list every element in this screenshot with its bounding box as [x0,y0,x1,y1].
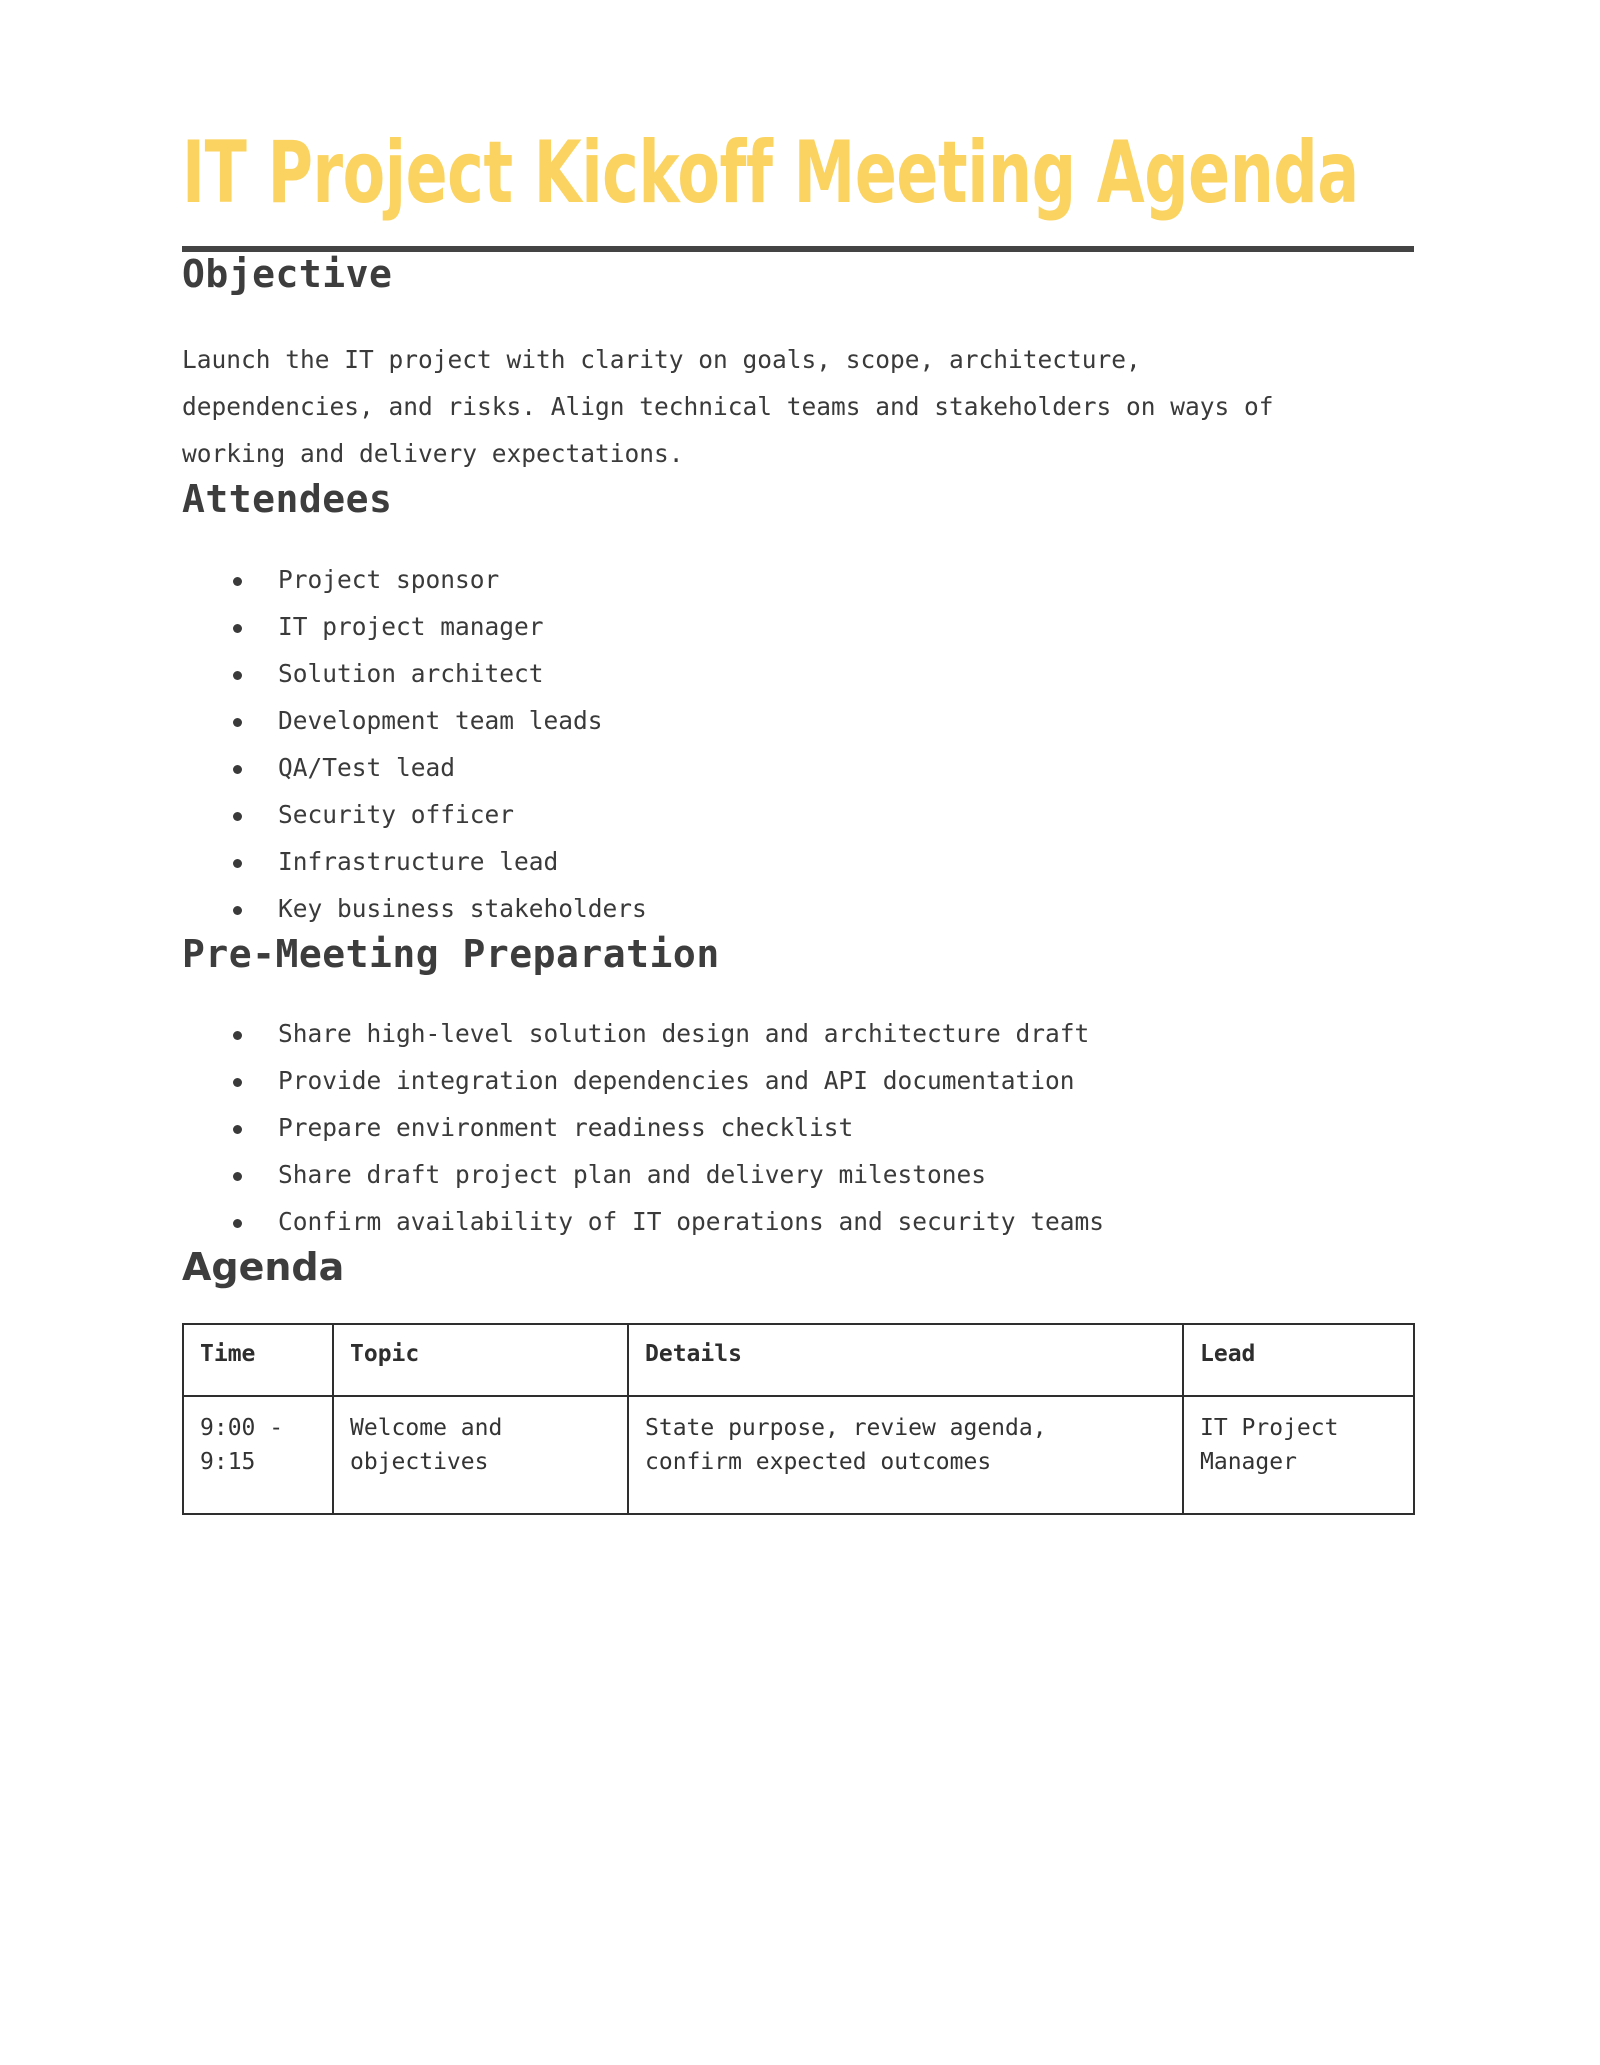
objective-line: working and delivery expectations. [182,438,684,468]
list-item: Project sponsor [182,556,1422,603]
cell-line: 9:00 - [200,1414,284,1441]
cell-lead [1183,1396,1414,1514]
attendees-list [182,556,1422,932]
cell-line: State purpose, review agenda, [645,1414,1047,1441]
cell-line: Welcome and [350,1414,503,1441]
cell-line: objectives [350,1448,489,1475]
objective-line: Launch the IT project with clarity on goals, scope, architecture, [182,344,1141,374]
objective-line: dependencies, and risks. Align technical teams and stakeholders on ways of [182,391,1274,421]
agenda-table [182,1323,1415,1515]
cell-topic [333,1396,628,1514]
list-item: Solution architect [182,650,1422,697]
cell-details [628,1396,1183,1514]
preparation-list [182,1010,1422,1245]
section-heading-attendees: Attendees [182,476,393,521]
list-item: Provide integration dependencies and API documentation [182,1057,1422,1104]
column-header-details: Details [628,1324,1183,1396]
objective-paragraph [182,336,1362,477]
cell-line: 9:15 [200,1448,256,1475]
section-heading-objective: Objective [182,252,393,297]
section-heading-pre-meeting-preparation: Pre-Meeting Preparation [182,932,720,977]
list-item: Key business stakeholders [182,885,1422,932]
cell-line: Manager [1200,1448,1297,1475]
table-header-row [183,1324,1414,1396]
list-item: Infrastructure lead [182,838,1422,885]
list-item: QA/Test lead [182,744,1422,791]
list-item: Prepare environment readiness checklist [182,1104,1422,1151]
list-item: IT project manager [182,603,1422,650]
column-header-time: Time [183,1324,333,1396]
column-header-topic: Topic [333,1324,628,1396]
cell-line: confirm expected outcomes [645,1448,992,1475]
list-item: Confirm availability of IT operations and security teams [182,1198,1422,1245]
document-content [182,0,1422,1515]
cell-time [183,1396,333,1514]
column-header-lead: Lead [1183,1324,1414,1396]
list-item: Share high-level solution design and architecture draft [182,1010,1422,1057]
cell-line: IT Project [1200,1414,1339,1441]
section-heading-agenda: Agenda [182,1245,345,1290]
list-item: Development team leads [182,697,1422,744]
page-title: IT Project Kickoff Meeting Agenda [182,123,1359,223]
list-item: Share draft project plan and delivery milestones [182,1151,1422,1198]
table-row [183,1396,1414,1514]
list-item: Security officer [182,791,1422,838]
